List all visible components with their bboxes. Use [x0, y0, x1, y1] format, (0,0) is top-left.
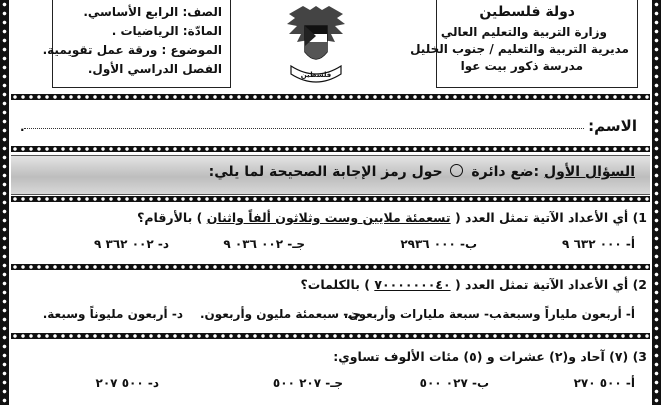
item-1-question — [137, 210, 647, 225]
item-1-option-b[interactable]: ب- ٠٠٠ ٢٩٣٦ — [400, 237, 477, 251]
item-3-question — [333, 349, 647, 364]
school-line: مدرسة ذكور بيت عوا — [460, 59, 583, 73]
name-trailing: . — [20, 120, 25, 134]
subject-line: المادّة: الرياضيات . — [111, 24, 222, 38]
item-1-option-d[interactable]: د- ٠٠٢ ٣٦٢ ٩ — [94, 237, 169, 251]
decorative-separator-middle — [11, 146, 650, 152]
name-label: الاسم: — [588, 117, 637, 135]
item-2-option-c[interactable]: جـ- سبعمئة مليون وأربعون. — [199, 307, 361, 321]
decorative-separator-top — [11, 94, 650, 100]
palestine-emblem-icon — [283, 0, 349, 88]
decorative-separator-q1 — [11, 196, 650, 202]
info-box-right — [410, 0, 638, 88]
grade-line: الصف: الرابع الأساسي. — [83, 5, 222, 19]
item-1-target-number: تسعمئة ملايين وست وثلاثون ألفاً واثنان — [206, 210, 451, 225]
topic-line: الموضوع : ورقة عمل تقويمية. — [42, 43, 222, 57]
decorative-border-left — [0, 0, 9, 405]
question-1-instruction-start: :ضع دائرة — [471, 164, 540, 180]
item-2-option-a[interactable]: أ- أربعون ملياراً وسبعة. — [497, 307, 635, 321]
ministry-line: وزارة التربية والتعليم العالي — [440, 25, 607, 39]
item-2-target-number: ٧٠٠٠٠٠٠٠٤٠ — [374, 277, 451, 292]
item-2-number: 2) — [632, 277, 647, 292]
decorative-separator-item1 — [11, 264, 650, 270]
state-line: دولة فلسطين — [479, 4, 575, 20]
directorate-line: مديرية التربية والتعليم / جنوب الخليل — [410, 42, 629, 56]
item-2-question — [301, 277, 647, 292]
decorative-border-right — [652, 0, 661, 405]
item-3-option-d[interactable]: د- ٥٠٠ ٢٠٧ — [95, 376, 159, 390]
item-3-option-b[interactable]: ب- ٠٢٧ ٥٠٠ — [419, 376, 489, 390]
emblem-text: فلسطين — [300, 71, 332, 79]
info-box-left — [42, 0, 231, 88]
item-1-option-a[interactable]: أ- ٠٠٠ ٦٣٢ ٩ — [562, 237, 635, 251]
name-answer-line[interactable] — [24, 128, 584, 129]
item-1-number: 1) — [632, 210, 647, 225]
item-2-text-start: أي الأعداد الآتية تمثل العدد ( — [454, 277, 629, 292]
item-2-text-end: ) بالكلمات؟ — [300, 277, 370, 292]
question-1-instruction-end: حول رمز الإجابة الصحيحة لما يلي: — [208, 164, 443, 180]
item-3-text: (٧) آحاد و(٢) عشرات و (٥) مئات الألوف تساوي: — [333, 349, 629, 364]
item-3-option-c[interactable]: جـ- ٢٠٧ ٥٠٠ — [272, 376, 343, 390]
item-1-text-end: ) بالأرقام؟ — [137, 210, 203, 225]
item-3-number: 3) — [632, 349, 647, 364]
term-line: الفصل الدراسي الأول. — [87, 62, 222, 76]
item-2-option-b[interactable]: ب- سبعة مليارات وأربعون. — [343, 307, 501, 321]
decorative-separator-item2 — [11, 333, 650, 339]
item-1-text-start: أي الأعداد الآتية تمثل العدد ( — [454, 210, 629, 225]
question-1-heading — [209, 164, 635, 180]
item-2-option-d[interactable]: د- أربعون مليوناً وسبعة. — [42, 307, 183, 321]
item-3-option-a[interactable]: أ- ٥٠٠ ٢٧٠ — [573, 376, 635, 390]
item-1-option-c[interactable]: جـ- ٠٠٢ ٠٣٦ ٩ — [223, 237, 305, 251]
circle-symbol-icon — [450, 164, 463, 177]
question-1-title: السؤال الأول — [544, 164, 635, 180]
